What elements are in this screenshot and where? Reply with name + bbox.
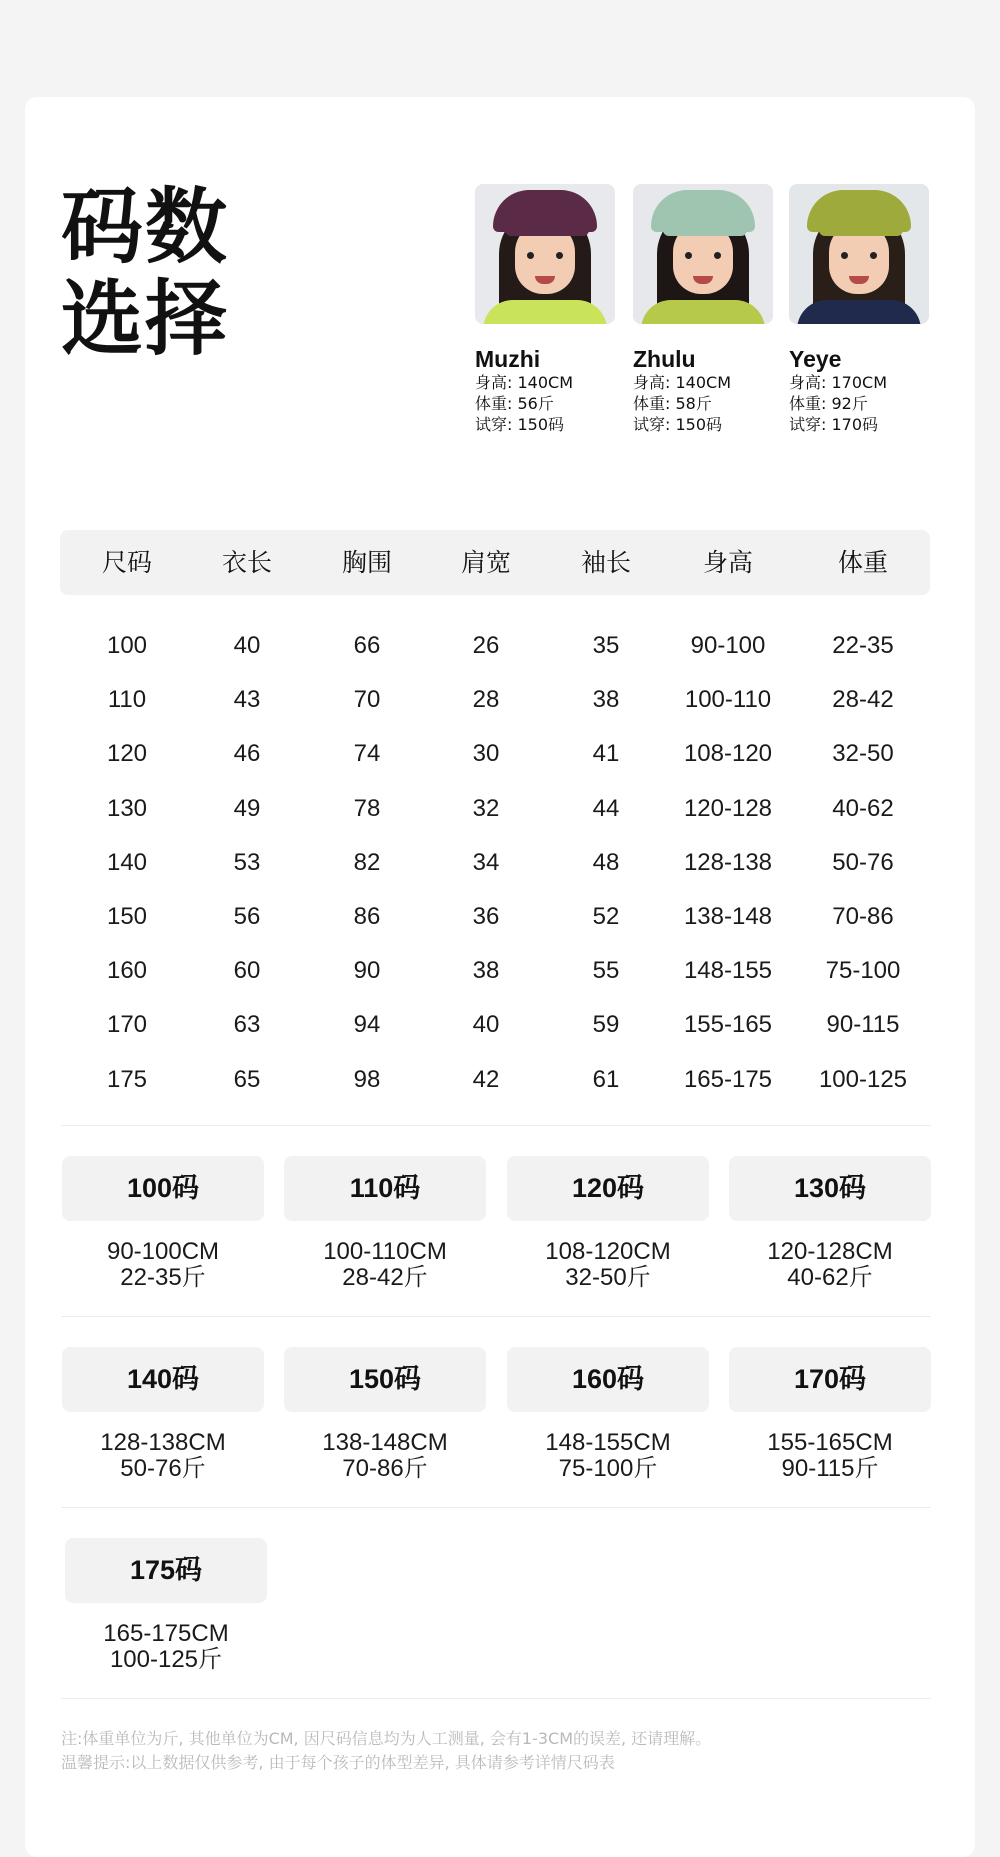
- table-cell: 63: [233, 1011, 261, 1039]
- table-cell: 70-86: [832, 903, 894, 930]
- table-cell: 59: [592, 1011, 620, 1039]
- table-cell: 55: [592, 957, 620, 985]
- size-tile-details: [729, 1239, 931, 1291]
- table-cell: 28: [472, 686, 500, 714]
- table-cell: 82: [353, 848, 381, 876]
- size-tile-height: 120-128CM: [767, 1238, 893, 1265]
- size-tile-weight: 90-115斤: [781, 1455, 879, 1482]
- model-card: [633, 184, 773, 435]
- size-tile-height: 90-100CM: [106, 1238, 220, 1265]
- column-header: 衣长: [221, 548, 272, 577]
- size-tile-height: 128-138CM: [100, 1429, 226, 1456]
- column-header: 尺码: [101, 548, 152, 577]
- size-tile-weight: 100-125斤: [109, 1646, 223, 1673]
- model-card: [789, 184, 929, 435]
- table-cell: 90-100: [690, 632, 766, 659]
- table-cell: 60: [233, 957, 261, 985]
- model-height: 身高: 140CM: [475, 373, 573, 392]
- table-cell: 38: [592, 686, 620, 714]
- size-tile-height: 165-175CM: [103, 1620, 229, 1647]
- model-weight: 体重: 58斤: [633, 394, 712, 413]
- table-cell: 90: [353, 957, 381, 985]
- model-name: Zhulu: [633, 346, 696, 372]
- column-header: 袖长: [580, 548, 631, 577]
- table-cell: 40: [472, 1011, 500, 1039]
- size-tile-weight: 50-76斤: [120, 1455, 206, 1482]
- table-cell: 36: [472, 903, 500, 930]
- model-card: [475, 184, 615, 435]
- model-photo: [475, 184, 615, 324]
- table-cell: 100-125: [818, 1065, 908, 1093]
- size-table-header: [60, 530, 930, 595]
- table-cell: 48: [592, 848, 620, 876]
- size-tile-label[interactable]: 175码: [65, 1538, 267, 1603]
- size-tile-details: [284, 1430, 486, 1482]
- size-tile-height: 138-148CM: [322, 1429, 448, 1456]
- size-tile-weight: 40-62斤: [787, 1264, 873, 1291]
- table-cell: 108-120: [683, 740, 773, 768]
- size-tile-details: [507, 1430, 709, 1482]
- model-name: Muzhi: [475, 346, 541, 372]
- model-height: 身高: 140CM: [633, 373, 731, 392]
- table-cell: 165-175: [683, 1065, 773, 1093]
- model-weight: 体重: 56斤: [475, 394, 554, 413]
- table-cell: 50-76: [832, 848, 894, 876]
- table-cell: 75-100: [825, 957, 901, 985]
- table-cell: 74: [353, 740, 381, 768]
- size-tile-label[interactable]: 110码: [284, 1156, 486, 1221]
- page-title: [61, 182, 281, 366]
- table-cell: 26: [472, 632, 500, 659]
- size-tile-weight: 28-42斤: [342, 1264, 428, 1291]
- table-cell: 175: [106, 1065, 148, 1093]
- table-cell: 100: [106, 632, 148, 659]
- table-cell: 128-138: [683, 848, 773, 876]
- table-cell: 78: [353, 794, 381, 822]
- table-cell: 43: [233, 686, 261, 714]
- size-tile-details: [507, 1239, 709, 1291]
- table-cell: 138-148: [683, 903, 773, 930]
- size-tile-details: [65, 1621, 267, 1673]
- table-cell: 40-62: [832, 794, 894, 822]
- table-cell: 44: [592, 794, 620, 822]
- table-cell: 53: [233, 848, 261, 876]
- table-cell: 148-155: [683, 957, 773, 985]
- table-cell: 52: [592, 903, 620, 930]
- size-tile-weight: 32-50斤: [565, 1264, 651, 1291]
- table-cell: 120-128: [683, 794, 773, 822]
- footnote-line: 注:体重单位为斤, 其他单位为CM, 因尺码信息均为人工测量, 会有1-3CM的误差, 还请理解。: [61, 1729, 712, 1748]
- divider: [61, 1507, 931, 1508]
- column-header: 肩宽: [460, 548, 511, 577]
- size-tile-weight: 70-86斤: [342, 1455, 428, 1482]
- size-tile-weight: 75-100斤: [558, 1455, 658, 1482]
- model-fit-size: 试穿: 170码: [789, 415, 879, 434]
- table-cell: 94: [353, 1011, 381, 1039]
- table-cell: 86: [353, 903, 381, 930]
- table-cell: 56: [233, 903, 261, 930]
- model-weight: 体重: 92斤: [789, 394, 868, 413]
- divider: [61, 1125, 931, 1126]
- size-tile-label[interactable]: 160码: [507, 1347, 709, 1412]
- table-cell: 155-165: [683, 1011, 773, 1039]
- size-tile-label[interactable]: 100码: [62, 1156, 264, 1221]
- table-cell: 38: [472, 957, 500, 985]
- table-cell: 40: [233, 632, 261, 659]
- model-fit-size: 试穿: 150码: [633, 415, 723, 434]
- table-cell: 28-42: [832, 686, 894, 714]
- model-height: 身高: 170CM: [789, 373, 887, 392]
- size-tile-label[interactable]: 120码: [507, 1156, 709, 1221]
- footnote: [61, 1727, 941, 1775]
- table-cell: 30: [472, 740, 500, 768]
- column-header: 胸围: [341, 548, 392, 577]
- table-cell: 32: [472, 794, 500, 822]
- title-line-1: 码数: [61, 180, 230, 275]
- table-cell: 160: [106, 957, 148, 985]
- table-cell: 61: [592, 1065, 620, 1093]
- table-cell: 35: [592, 632, 620, 659]
- table-cell: 70: [353, 686, 381, 714]
- size-chart-card: [25, 97, 975, 1857]
- table-cell: 41: [592, 740, 620, 768]
- column-header: 身高: [702, 548, 753, 577]
- table-cell: 66: [353, 632, 381, 659]
- table-cell: 32-50: [832, 740, 894, 768]
- table-cell: 49: [233, 794, 261, 822]
- divider: [61, 1698, 931, 1699]
- table-cell: 120: [106, 740, 148, 768]
- size-tile-details: [62, 1430, 264, 1482]
- title-line-2: 选择: [61, 272, 230, 367]
- size-tile-label[interactable]: 130码: [729, 1156, 931, 1221]
- table-cell: 100-110: [684, 686, 772, 714]
- table-cell: 170: [106, 1011, 148, 1039]
- size-tile-weight: 22-35斤: [120, 1264, 206, 1291]
- column-header: 体重: [837, 548, 888, 577]
- table-cell: 110: [107, 686, 147, 714]
- model-photo: [789, 184, 929, 324]
- table-cell: 150: [106, 903, 148, 930]
- table-cell: 140: [106, 848, 148, 876]
- model-photo: [633, 184, 773, 324]
- table-cell: 98: [353, 1065, 381, 1093]
- footnote-line: 温馨提示:以上数据仅供参考, 由于每个孩子的体型差异, 具体请参考详情尺码表: [61, 1753, 615, 1772]
- table-cell: 34: [472, 848, 500, 876]
- size-tile-label[interactable]: 140码: [62, 1347, 264, 1412]
- size-tile-height: 100-110CM: [323, 1238, 447, 1265]
- table-cell: 130: [106, 794, 148, 822]
- size-tile-height: 155-165CM: [767, 1429, 893, 1456]
- size-tile-details: [284, 1239, 486, 1291]
- size-tile-details: [729, 1430, 931, 1482]
- table-cell: 22-35: [832, 632, 894, 659]
- table-cell: 65: [233, 1065, 261, 1093]
- size-tile-label[interactable]: 170码: [729, 1347, 931, 1412]
- size-tile-details: [62, 1239, 264, 1291]
- size-tile-height: 108-120CM: [545, 1238, 671, 1265]
- size-tile-label[interactable]: 150码: [284, 1347, 486, 1412]
- table-cell: 42: [472, 1065, 500, 1093]
- table-cell: 46: [233, 740, 261, 768]
- table-cell: 90-115: [826, 1011, 900, 1039]
- model-fit-size: 试穿: 150码: [475, 415, 565, 434]
- divider: [61, 1316, 931, 1317]
- model-name: Yeye: [789, 346, 842, 372]
- size-tile-height: 148-155CM: [545, 1429, 671, 1456]
